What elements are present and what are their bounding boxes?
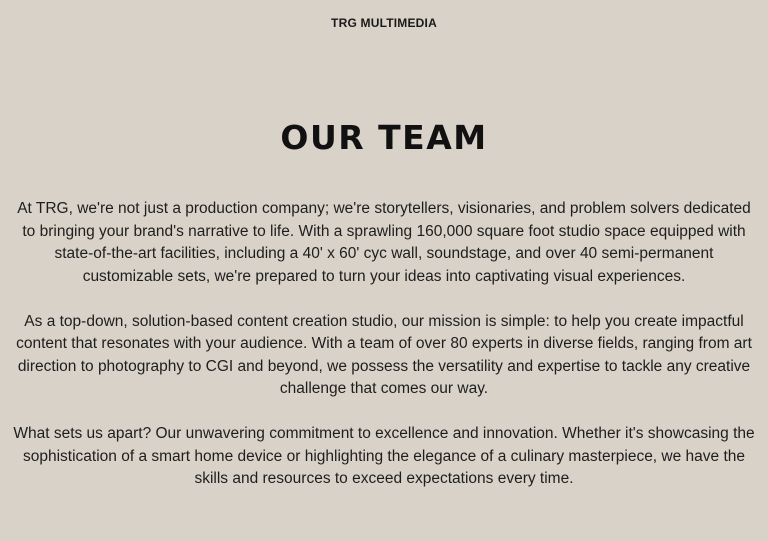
team-description — [12, 198, 756, 491]
differentiator-paragraph: What sets us apart? Our unwavering commitment to excellence and innovation. Whether it's showcasing the sophistication of a smart home device or highlighting the elegance of a culinary masterpiece, we have the skills and resources to exceed expectations every time. — [13, 425, 755, 487]
intro-paragraph: At TRG, we're not just a production company; we're storytellers, visionaries, and problem solvers dedicated to bringing your brand's narrative to life. With a sprawling 160,000 square foot studio space equipped with state-of-the-art facilities, including a 40' x 60' cyc wall, soundstage, and over 40 semi-permanent customizable sets, we're prepared to turn your ideas into captivating visual experiences. — [17, 200, 751, 285]
mission-paragraph: As a top-down, solution-based content creation studio, our mission is simple: to help you create impactful content that resonates with your audience. With a team of over 80 experts in diverse fields, ranging from art direction to photography to CGI and beyond, we possess the versatility and expertise to tackle any creative challenge that comes our way. — [16, 312, 752, 397]
page-title: OUR TEAM — [280, 118, 488, 157]
brand-logo-link[interactable]: TRG MULTIMEDIA — [331, 16, 437, 30]
